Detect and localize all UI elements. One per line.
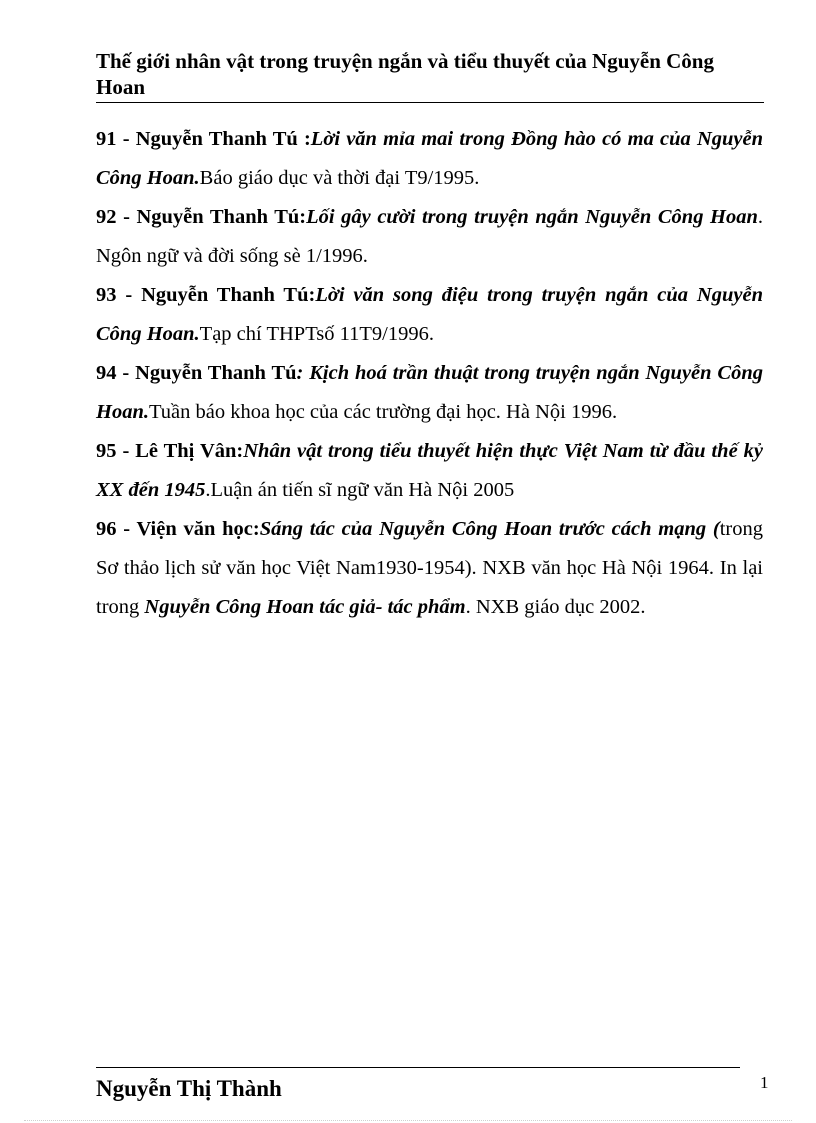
reference-work-title: Nhân vật trong tiểu thuyết hiện thực Việt Nam từ đầu thế kỷ XX đến 1945 bbox=[96, 440, 763, 501]
reference-entry-95 bbox=[96, 432, 763, 510]
reference-work-title: : Kịch hoá trần thuật trong truyện ngắn Nguyễn Công Hoan. bbox=[96, 362, 764, 423]
reference-author: 91 - Nguyễn Thanh Tú : bbox=[96, 128, 311, 150]
reference-work-title: Lối gây cười trong truyện ngắn Nguyễn Công Hoan bbox=[306, 206, 758, 228]
reference-entry-91 bbox=[96, 120, 763, 198]
reference-entry-96 bbox=[96, 510, 763, 627]
reference-author: 95 - Lê Thị Vân: bbox=[96, 440, 244, 462]
reference-author: 94 - Nguyễn Thanh Tú bbox=[96, 362, 297, 384]
reference-source: trong Sơ thảo lịch sử văn học Việt Nam1930-1954). NXB văn học Hà Nội 1964. In lại trong bbox=[96, 518, 763, 618]
document-title: Thế giới nhân vật trong truyện ngắn và tiểu thuyết của Nguyễn Công Hoan bbox=[96, 49, 714, 99]
reference-work-title-secondary: Nguyễn Công Hoan tác giả- tác phẩm bbox=[144, 596, 466, 618]
page-boundary bbox=[24, 1120, 792, 1121]
reference-entry-94 bbox=[96, 354, 763, 432]
reference-source-secondary: . NXB giáo dục 2002. bbox=[465, 596, 646, 618]
reference-entry-92 bbox=[96, 198, 763, 276]
reference-work-title: Lời văn mỉa mai trong Đồng hào có ma của Nguyễn Công Hoan. bbox=[96, 128, 764, 189]
footer-divider bbox=[96, 1067, 740, 1068]
reference-source: Tuần báo khoa học của các trường đại học. Hà Nội 1996. bbox=[148, 401, 618, 423]
reference-author: 93 - Nguyễn Thanh Tú: bbox=[96, 284, 316, 306]
reference-author: 92 - Nguyễn Thanh Tú: bbox=[96, 206, 307, 228]
reference-source: . Ngôn ngữ và đời sống sè 1/1996. bbox=[96, 206, 764, 267]
page-header bbox=[96, 48, 764, 103]
reference-work-title: Sáng tác của Nguyễn Công Hoan trước cách mạng ( bbox=[259, 518, 720, 540]
reference-work-title: Lời văn song điệu trong truyện ngắn của Nguyễn Công Hoan. bbox=[96, 284, 763, 345]
reference-source: .Luận án tiến sĩ ngữ văn Hà Nội 2005 bbox=[205, 479, 515, 501]
reference-author: 96 - Viện văn học: bbox=[96, 518, 260, 540]
reference-source: Báo giáo dục và thời đại T9/1995. bbox=[199, 167, 480, 189]
page-number: 1 bbox=[760, 1073, 769, 1092]
footer-author: Nguyễn Thị Thành bbox=[96, 1076, 282, 1101]
reference-source: Tạp chí THPTsố 11T9/1996. bbox=[199, 323, 434, 345]
reference-entry-93 bbox=[96, 276, 763, 354]
references-list bbox=[96, 120, 763, 627]
